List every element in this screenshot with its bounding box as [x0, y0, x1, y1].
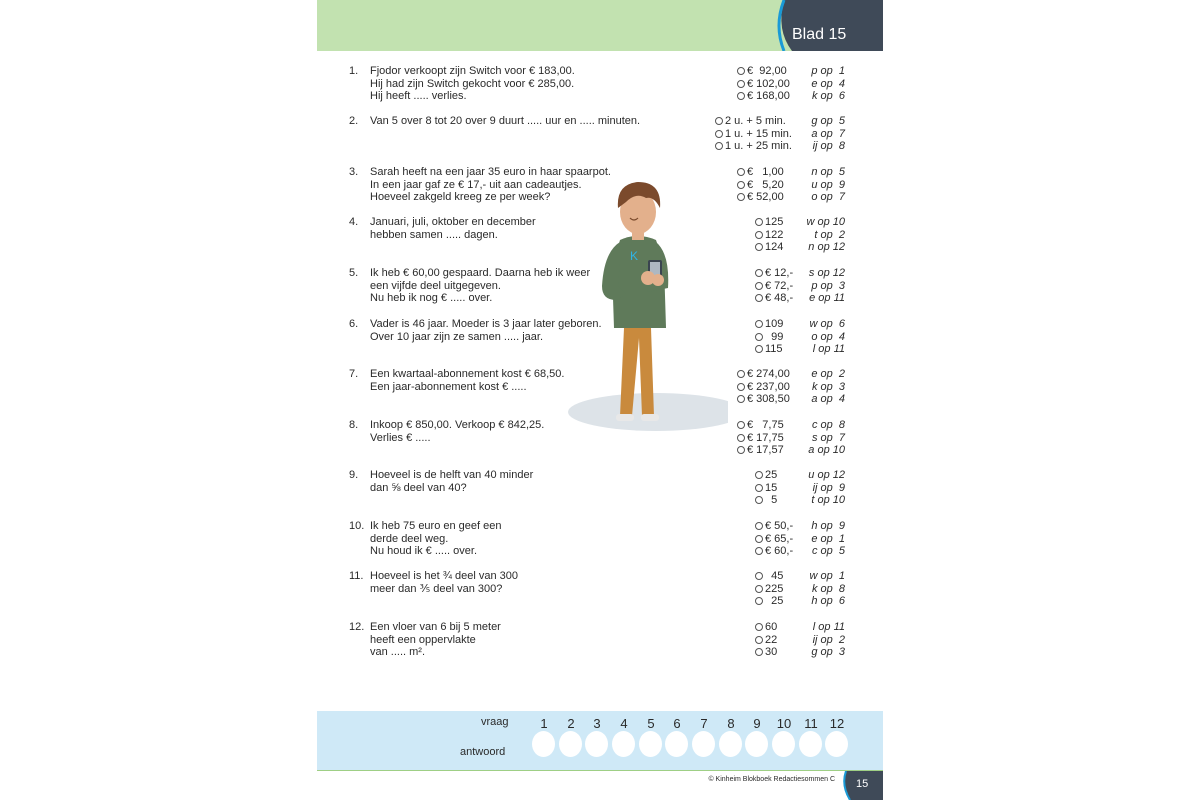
radio-circle-icon[interactable] [755, 636, 763, 644]
question-index: 7 [700, 716, 708, 731]
answer-option[interactable]: € 50,- h op 9 [755, 520, 793, 533]
radio-circle-icon[interactable] [755, 282, 763, 290]
question-index: 3 [593, 716, 601, 731]
answer-input[interactable] [612, 731, 635, 757]
answer-options [755, 216, 845, 254]
answer-input[interactable] [825, 731, 848, 757]
answer-option[interactable]: € 17,57 a op 10 [737, 444, 784, 457]
question-text [370, 65, 630, 103]
question-text [370, 419, 630, 444]
radio-circle-icon[interactable] [755, 547, 763, 555]
radio-circle-icon[interactable] [755, 572, 763, 580]
answer-option[interactable]: 22 ij op 2 [755, 634, 777, 647]
answer-option[interactable]: € 92,00 p op 1 [737, 65, 790, 78]
radio-circle-icon[interactable] [755, 648, 763, 656]
copyright-notice: © Kinheim Blokboek Redactiesommen C [708, 776, 835, 783]
question-line: een vijfde deel uitgegeven. [370, 279, 501, 292]
page-number-tab [842, 771, 883, 800]
question-index: 12 [829, 716, 845, 731]
question-line: Hoeveel zakgeld kreeg ze per week? [370, 191, 551, 204]
answer-option[interactable]: € 48,- e op 11 [755, 292, 793, 305]
question-number: 5. [349, 267, 359, 279]
question-line: Sarah heeft na een jaar 35 euro in haar spaarpot. [370, 166, 611, 178]
question-line: Nu houd ik € ..... over. [370, 545, 478, 558]
question-line: Over 10 jaar zijn ze samen ..... jaar. [370, 330, 544, 343]
radio-circle-icon[interactable] [737, 446, 745, 454]
radio-circle-icon[interactable] [755, 243, 763, 251]
answer-option[interactable]: € 1,00 n op 5 [737, 166, 784, 179]
radio-circle-icon[interactable] [737, 395, 745, 403]
answer-option[interactable]: € 12,- s op 12 [755, 267, 793, 280]
answer-strip [317, 711, 883, 771]
question-line: Hoeveel is de helft van 40 minder [370, 469, 534, 481]
question-line: dan ⅝ deel van 40? [370, 481, 467, 494]
answer-option[interactable]: € 102,00 e op 4 [737, 78, 790, 91]
radio-circle-icon[interactable] [737, 67, 745, 75]
question-line: Hoeveel is het ¾ deel van 300 [370, 570, 518, 582]
question-line: Verlies € ..... [370, 431, 431, 444]
radio-circle-icon[interactable] [737, 92, 745, 100]
question-text [370, 469, 630, 494]
radio-circle-icon[interactable] [737, 370, 745, 378]
question-index: 9 [753, 716, 761, 731]
question-number: 3. [349, 166, 359, 178]
radio-circle-icon[interactable] [755, 471, 763, 479]
radio-circle-icon[interactable] [715, 142, 723, 150]
answer-options [737, 65, 845, 103]
answer-option[interactable]: 30 g op 3 [755, 646, 777, 659]
svg-text:K: K [630, 249, 639, 263]
question-index: 8 [727, 716, 735, 731]
answer-option[interactable]: 225 k op 8 [755, 583, 783, 596]
answer-option[interactable]: 2 u. + 5 min. g op 5 [715, 115, 792, 128]
question-line: Inkoop € 850,00. Verkoop € 842,25. [370, 419, 545, 431]
question-line: Van 5 over 8 tot 20 over 9 duurt ..... uur en ..... minuten. [370, 115, 641, 127]
answer-options [755, 570, 845, 608]
radio-circle-icon[interactable] [755, 535, 763, 543]
question-number: 1. [349, 65, 359, 77]
answer-option[interactable]: 122 t op 2 [755, 229, 783, 242]
radio-circle-icon[interactable] [755, 597, 763, 605]
answer-options [755, 267, 845, 305]
question-text [370, 166, 630, 204]
answer-option[interactable]: 45 w op 1 [755, 570, 783, 583]
sheet-title: Blad 15 [792, 26, 847, 43]
question-line: heeft een oppervlakte [370, 633, 476, 646]
answer-option[interactable]: € 65,- e op 1 [755, 533, 793, 546]
question-number: 4. [349, 216, 359, 228]
answer-option[interactable]: € 17,75 s op 7 [737, 432, 784, 445]
question-index: 6 [673, 716, 681, 731]
vraag-label: vraag [481, 716, 509, 728]
question-text [370, 621, 630, 659]
page-number: 15 [856, 778, 869, 790]
answer-option[interactable]: 5 t op 10 [755, 494, 777, 507]
answer-option[interactable]: 1 u. + 15 min. a op 7 [715, 128, 792, 141]
radio-circle-icon[interactable] [715, 117, 723, 125]
question-line: van ..... m². [370, 646, 426, 659]
question-text [370, 115, 670, 128]
answer-option[interactable]: € 60,- c op 5 [755, 545, 793, 558]
question-text [370, 267, 630, 305]
answer-options [755, 520, 845, 558]
radio-circle-icon[interactable] [755, 496, 763, 504]
footer-divider [317, 770, 883, 771]
radio-circle-icon[interactable] [737, 80, 745, 88]
question-number: 12. [349, 621, 365, 633]
question-line: Januari, juli, oktober en december [370, 216, 536, 228]
answer-option[interactable]: 125 w op 10 [755, 216, 783, 229]
question-text [370, 318, 630, 343]
answer-option[interactable]: 124 n op 12 [755, 241, 783, 254]
radio-circle-icon[interactable] [755, 484, 763, 492]
answer-input[interactable] [665, 731, 688, 757]
radio-circle-icon[interactable] [737, 168, 745, 176]
question-line: derde deel weg. [370, 532, 449, 545]
radio-circle-icon[interactable] [737, 434, 745, 442]
radio-circle-icon[interactable] [755, 585, 763, 593]
radio-circle-icon[interactable] [737, 383, 745, 391]
question-line: meer dan ⅗ deel van 300? [370, 582, 503, 595]
radio-circle-icon[interactable] [755, 294, 763, 302]
answer-input[interactable] [585, 731, 608, 757]
radio-circle-icon[interactable] [755, 218, 763, 226]
question-number: 2. [349, 115, 359, 127]
question-text [370, 216, 630, 241]
answer-input[interactable] [559, 731, 582, 757]
question-line: Ik heb € 60,00 gespaard. Daarna heb ik weer [370, 267, 591, 279]
workbook-page [317, 0, 883, 800]
question-text [370, 520, 630, 558]
radio-circle-icon[interactable] [737, 181, 745, 189]
question-line: Hij heeft ..... verlies. [370, 90, 467, 103]
radio-circle-icon[interactable] [755, 231, 763, 239]
question-text [370, 368, 630, 393]
question-line: Ik heb 75 euro en geef een [370, 520, 502, 532]
answer-input[interactable] [745, 731, 768, 757]
question-line: Hij had zijn Switch gekocht voor € 285,00. [370, 77, 575, 90]
question-number: 6. [349, 318, 359, 330]
radio-circle-icon[interactable] [755, 320, 763, 328]
radio-circle-icon[interactable] [755, 623, 763, 631]
question-line: Nu heb ik nog € ..... over. [370, 292, 493, 305]
radio-circle-icon[interactable] [737, 421, 745, 429]
question-line: Een jaar-abonnement kost € ..... [370, 380, 527, 393]
answer-option[interactable]: 1 u. + 25 min. ij op 8 [715, 140, 792, 153]
answer-option[interactable]: € 308,50 a op 4 [737, 393, 790, 406]
answer-option[interactable]: 99 o op 4 [755, 331, 783, 344]
answer-option[interactable]: 15 ij op 9 [755, 482, 777, 495]
question-index: 1 [540, 716, 548, 731]
answer-options [755, 318, 845, 356]
answer-option[interactable]: € 168,00 k op 6 [737, 90, 790, 103]
answer-option[interactable]: € 52,00 o op 7 [737, 191, 784, 204]
question-line: Vader is 46 jaar. Moeder is 3 jaar later geboren. [370, 318, 602, 330]
radio-circle-icon[interactable] [755, 269, 763, 277]
answer-input[interactable] [692, 731, 715, 757]
answer-input[interactable] [532, 731, 555, 757]
question-index: 10 [776, 716, 792, 731]
question-number: 10. [349, 520, 365, 532]
question-index: 5 [647, 716, 655, 731]
answer-input[interactable] [639, 731, 662, 757]
radio-circle-icon[interactable] [755, 345, 763, 353]
question-number: 8. [349, 419, 359, 431]
answer-input[interactable] [772, 731, 795, 757]
answer-option[interactable]: 25 h op 6 [755, 595, 783, 608]
question-number: 9. [349, 469, 359, 481]
answer-option[interactable]: € 7,75 c op 8 [737, 419, 784, 432]
question-line: Een vloer van 6 bij 5 meter [370, 621, 501, 633]
answer-option[interactable]: € 5,20 u op 9 [737, 179, 784, 192]
question-index: 2 [567, 716, 575, 731]
answer-options [715, 115, 845, 153]
radio-circle-icon[interactable] [715, 130, 723, 138]
answer-option[interactable]: 25 u op 12 [755, 469, 777, 482]
answer-options [755, 621, 845, 659]
answer-option[interactable]: € 237,00 k op 3 [737, 381, 790, 394]
answer-option[interactable]: 60 l op 11 [755, 621, 777, 634]
answer-options [755, 469, 845, 507]
answer-options [737, 368, 845, 406]
question-index: 4 [620, 716, 628, 731]
sheet-tab [770, 0, 883, 51]
question-line: In een jaar gaf ze € 17,- uit aan cadeautjes. [370, 178, 582, 191]
answer-options [737, 419, 845, 457]
question-index: 11 [804, 716, 818, 731]
question-line: Fjodor verkoopt zijn Switch voor € 183,00. [370, 65, 575, 77]
question-line: Een kwartaal-abonnement kost € 68,50. [370, 368, 565, 380]
answer-option[interactable]: 115 l op 11 [755, 343, 783, 356]
radio-circle-icon[interactable] [737, 193, 745, 201]
radio-circle-icon[interactable] [755, 522, 763, 530]
answer-option[interactable]: € 72,- p op 3 [755, 280, 793, 293]
radio-circle-icon[interactable] [755, 333, 763, 341]
answer-option[interactable]: € 274,00 e op 2 [737, 368, 790, 381]
question-number: 11. [349, 570, 364, 582]
antwoord-label: antwoord [460, 746, 506, 758]
question-number: 7. [349, 368, 359, 380]
answer-input[interactable] [719, 731, 742, 757]
answer-option[interactable]: 109 w op 6 [755, 318, 783, 331]
answer-input[interactable] [799, 731, 822, 757]
question-text [370, 570, 630, 595]
answer-options [737, 166, 845, 204]
question-line: hebben samen ..... dagen. [370, 228, 498, 241]
